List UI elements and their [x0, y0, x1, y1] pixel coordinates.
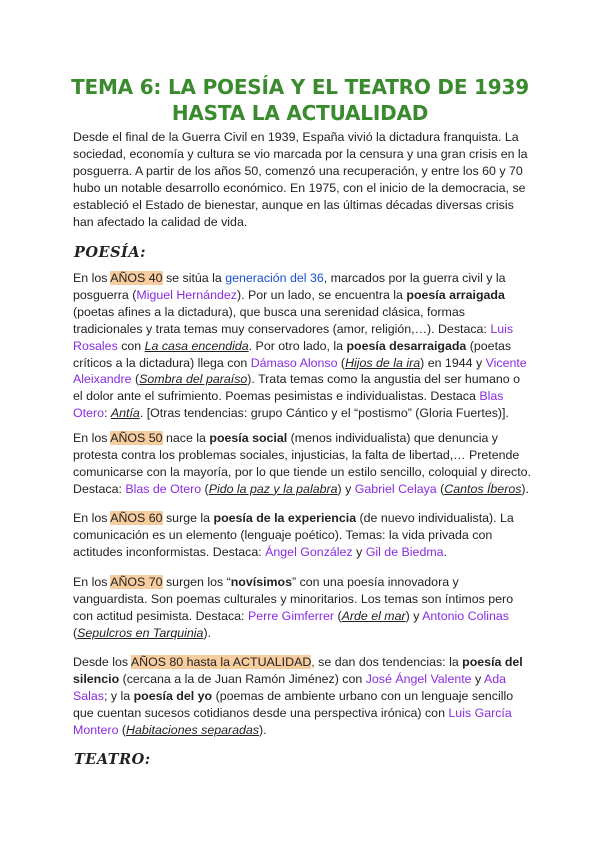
text: ) en 1944 y	[420, 355, 486, 370]
author-name: Miguel Hernández	[136, 287, 237, 302]
work-title: Antía	[110, 406, 140, 421]
movement-name: poesía del yo	[133, 688, 213, 703]
text: . Por otro lado, la	[248, 338, 347, 353]
paragraph-anos-50	[73, 430, 531, 498]
author-name: Luis García Montero	[73, 705, 512, 737]
author-name: Luis Rosales	[73, 321, 514, 353]
author-name: Ada Salas	[73, 671, 507, 703]
text: (poetas afines a la dictadura), que busca una serenidad clásica, formas tradicionales y trata temas muy conservadores (amor, religión,…). Destaca:	[73, 304, 491, 336]
author-name: Blas de Otero	[125, 481, 202, 496]
work-title: Cantos Íberos	[444, 481, 522, 496]
generation-name: generación del 36	[225, 271, 324, 285]
paragraph-anos-40	[73, 270, 531, 422]
work-title: Pido la paz y la palabra	[208, 481, 338, 496]
text: (de nuevo individualista). La comunicación es un elemento (lenguaje poético). Temas: la vida privada con actitudes inconformistas. Destaca:	[73, 511, 514, 559]
text: (menos individualista) que denuncia y protesta contra los problemas sociales, injusticias, la falta de libertad,… Pretende comunicarse con la mayoría, por lo que tiende un estilo sencillo, coloquial y directo. Destaca:	[73, 431, 532, 496]
paragraph-anos-70	[73, 574, 531, 642]
text: . [Otras tendencias: grupo Cántico y el “postismo” (Gloria Fuertes)].	[139, 406, 509, 421]
text: ) y	[405, 608, 423, 623]
text: , marcados por la guerra civil y la posguerra (	[73, 271, 506, 302]
work-title: Hijos de la ira	[345, 355, 421, 370]
movement-name: poesía del silencio	[73, 655, 523, 686]
decade-highlight: AÑOS 60	[110, 511, 163, 525]
text: ). Por un lado, se encuentra la	[236, 287, 407, 302]
text: (poemas de ambiente urbano con un lenguaje sencillo que cuentan sucesos cotidianos desde una perspectiva irónica) con	[73, 688, 514, 720]
text: se sitúa la	[162, 271, 226, 285]
text: ).	[521, 481, 529, 496]
text: .	[443, 544, 447, 559]
author-name: Ángel González	[265, 544, 353, 559]
movement-name: novísimos	[230, 575, 293, 589]
text: ). Trata temas como la angustia del ser humano o el dolor ante el sufrimiento. Poemas pesimistas e individualistas. Destaca	[73, 372, 521, 404]
paragraph-anos-80	[73, 654, 531, 739]
author-name: Perre Gimferrer	[247, 608, 334, 623]
work-title: Habitaciones separadas	[126, 722, 259, 737]
text: surge la	[162, 511, 214, 525]
movement-name: poesía arraigada	[406, 287, 505, 302]
text: nace la	[162, 431, 210, 445]
page-title: TEMA 6: LA POESÍA Y EL TEATRO DE 1939 HASTA LA ACTUALIDAD	[71, 75, 529, 125]
decade-highlight: AÑOS 80 hasta la ACTUALIDAD	[130, 655, 312, 669]
intro-paragraph: Desde el final de la Guerra Civil en 1939, España vivió la dictadura franquista. La sociedad, economía y cultura se vio marcada por la censura y una gran crisis en la posguerra. A partir de los años 50, comenzó una recuperación, y entre los 60 y 70 hubo un notable desarrollo económico. En 1975, con el inicio de la democracia, se estableció el Estado de bienestar, aunque en las últimas décadas diversas crisis han afectado la calidad de vida.	[73, 130, 528, 229]
text: ; y la	[104, 688, 134, 703]
teatro-heading: TEATRO:	[74, 751, 151, 768]
movement-name: poesía social	[209, 431, 288, 445]
author-name: José Ángel Valente	[365, 671, 472, 686]
text: y	[471, 671, 484, 686]
text: En los	[73, 511, 111, 525]
text: (	[334, 608, 342, 623]
author-name: Blas Otero	[73, 389, 504, 421]
author-name: Dámaso Alonso	[250, 355, 338, 370]
text: ) y	[337, 481, 355, 496]
movement-name: poesía de la experiencia	[213, 511, 357, 525]
text: surgen los “	[162, 575, 231, 589]
text: En los	[73, 431, 111, 445]
decade-highlight: AÑOS 40	[110, 271, 163, 285]
paragraph-anos-60	[73, 510, 531, 561]
text: (poetas críticos a la dictadura) llega con	[73, 338, 512, 370]
work-title: Sepulcros en Tarquinia	[77, 625, 204, 640]
text: ” con una poesía innovadora y vanguardista. Son poemas culturales y minoritarios. Los temas son íntimos pero con actitud pesimista. Destaca:	[73, 575, 514, 623]
text: ).	[259, 722, 267, 737]
work-title: Arde el mar	[341, 608, 406, 623]
text: , se dan dos tendencias: la	[311, 655, 463, 669]
text: En los	[73, 271, 111, 285]
author-name: Antonio Colinas	[422, 608, 509, 623]
text: Desde los	[73, 655, 131, 669]
text: con	[117, 338, 145, 353]
author-name: Vicente Aleixandre	[73, 355, 527, 387]
text: (	[73, 625, 78, 640]
text: En los	[73, 575, 111, 589]
text: ).	[203, 625, 212, 640]
work-title: La casa encendida	[144, 338, 249, 353]
decade-highlight: AÑOS 70	[110, 575, 163, 589]
work-title: Sombra del paraíso	[139, 372, 248, 387]
text: (	[337, 355, 346, 370]
movement-name: poesía desarraigada	[346, 338, 467, 353]
text: (cercana a la de Juan Ramón Jiménez) con	[119, 671, 366, 686]
author-name: Gabriel Celaya	[354, 481, 437, 496]
text: y	[352, 544, 366, 559]
text: (	[118, 722, 127, 737]
text: (	[436, 481, 445, 496]
text: (	[131, 372, 140, 387]
text: :	[104, 406, 111, 421]
text: (	[201, 481, 209, 496]
decade-highlight: AÑOS 50	[110, 431, 163, 445]
author-name: Gil de Biedma	[365, 544, 444, 559]
poesia-heading: POESÍA:	[74, 244, 146, 261]
